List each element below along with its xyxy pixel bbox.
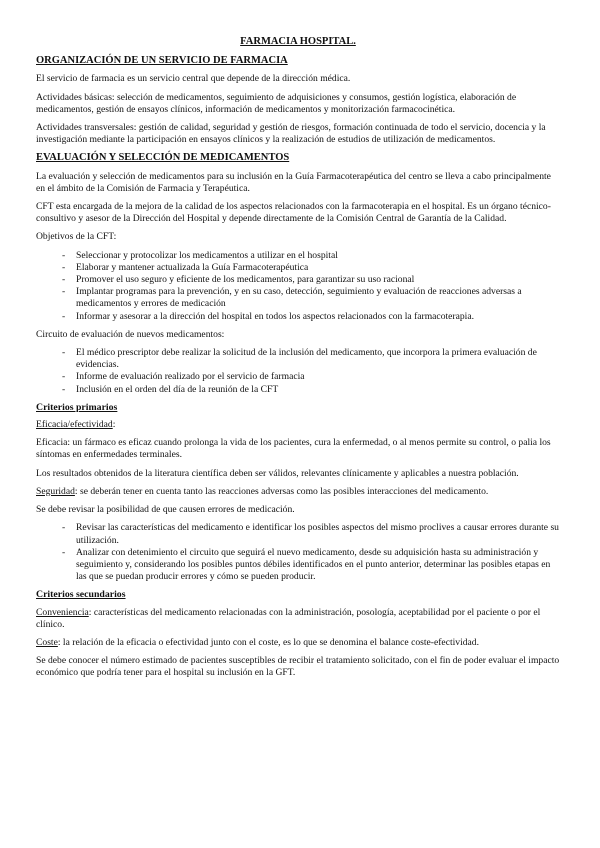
paragraph: Se debe revisar la posibilidad de que causen errores de medicación. [36, 504, 295, 516]
conveniencia-text: : características del medicamento relacionadas con la administración, posología, aceptabilidad por el paciente o por el clínico. [36, 606, 541, 630]
paragraph: CFT esta encargada de la mejora de la calidad de los aspectos relacionados con la farmacoterapia en el hospital. Es un órgano técnico-consultivo y asesor de la Dirección del Hospital y depende directamente de la Comisión Central de Garantía de la Calidad. [36, 201, 551, 225]
paragraph: Se debe conocer el número estimado de pacientes susceptibles de recibir el tratamiento solicitado, con el fin de poder evaluar el impacto económico que podría tener para el hospital su inclusión en la GFT. [36, 655, 560, 679]
subheading-criterios-primarios: Criterios primarios [36, 401, 118, 413]
eficacia-label: Eficacia/efectividad [36, 419, 113, 431]
objetivos-list [36, 250, 560, 323]
list-item: - Inclusión en el orden del día de la reunión de la CFT [36, 384, 560, 396]
paragraph: El servicio de farmacia es un servicio central que depende de la dirección médica. [36, 73, 351, 85]
list-item: - Informe de evaluación realizado por el servicio de farmacia [36, 371, 560, 383]
seguridad-label: Seguridad [36, 485, 75, 497]
list-item: - Seleccionar y protocolizar los medicamentos a utilizar en el hospital [36, 250, 560, 262]
circuito-list [36, 347, 560, 396]
eficacia-colon: : [112, 419, 116, 431]
conveniencia-label: Conveniencia [36, 606, 89, 618]
list-item: - Implantar programas para la prevención, y en su caso, detección, seguimiento y evaluación de reacciones adversas a medicamentos y errores de medicación [36, 286, 560, 310]
paragraph: La evaluación y selección de medicamentos para su inclusión en la Guía Farmacoterapéutica del centro se lleva a cabo principalmente en el ámbito de la Comisión de Farmacia y Terapéutica. [36, 170, 551, 194]
conveniencia-paragraph [36, 607, 560, 631]
coste-text: : la relación de la eficacia o efectividad junto con el coste, es lo que se denomina el balance coste-efectividad. [57, 636, 479, 648]
circuito-label: Circuito de evaluación de nuevos medicamentos: [36, 328, 225, 340]
list-item: - Informar y asesorar a la dirección del hospital en todos los aspectos relacionados con la farmacoterapia. [36, 311, 560, 323]
list-item: - Revisar las características del medicamento e identificar los posibles aspectos del mismo proclives a causar errores durante su utilización. [36, 522, 560, 546]
section-heading-organizacion: ORGANIZACIÓN DE UN SERVICIO DE FARMACIA [36, 55, 288, 67]
seguridad-text: : se deberán tener en cuenta tanto las reacciones adversas como las posibles interacciones del medicamento. [74, 485, 489, 497]
list-item: - El médico prescriptor debe realizar la solicitud de la inclusión del medicamento, que incorpora la primera evaluación de evidencias. [36, 347, 560, 371]
coste-label: Coste [36, 636, 58, 648]
paragraph: Los resultados obtenidos de la literatura científica deben ser válidos, relevantes clínicamente y aplicables a nuestra población. [36, 467, 519, 479]
eficacia-heading [36, 419, 560, 431]
coste-paragraph [36, 637, 560, 649]
paragraph: Actividades transversales: gestión de calidad, seguridad y gestión de riesgos, formación continuada de todo el servicio, docencia y la investigación mediante la participación en ensayos clínicos y la realización de estudios de utilización de medicamentos. [36, 122, 546, 146]
objetivos-label: Objetivos de la CFT: [36, 231, 117, 243]
list-item: - Promover el uso seguro y eficiente de los medicamentos, para garantizar su uso racional [36, 274, 560, 286]
seguridad-paragraph [36, 486, 560, 498]
seguridad-list [36, 522, 560, 583]
document-title: FARMACIA HOSPITAL. [240, 36, 356, 47]
subheading-criterios-secundarios: Criterios secundarios [36, 589, 126, 601]
section-heading-evaluacion: EVALUACIÓN Y SELECCIÓN DE MEDICAMENTOS [36, 152, 290, 164]
paragraph: Eficacia: un fármaco es eficaz cuando prolonga la vida de los pacientes, cura la enfermedad, o al menos permite su control, o palia los síntomas en enfermedades terminales. [36, 437, 551, 461]
list-item: - Elaborar y mantener actualizada la Guía Farmacoterapéutica [36, 262, 560, 274]
list-item: - Analizar con detenimiento el circuito que seguirá el nuevo medicamento, desde su adquisición hasta su administración y seguimiento y, considerando los posibles puntos débiles identificados en el punto anterior, determinar las posibles etapas en las que se puedan producir errores y cómo se pueden producir. [36, 547, 560, 584]
paragraph: Actividades básicas: selección de medicamentos, seguimiento de adquisiciones y consumos, gestión logística, elaboración de medicamentos, gestión de ensayos clínicos, información de medicamentos y monitorización farmacocinética. [36, 91, 517, 115]
